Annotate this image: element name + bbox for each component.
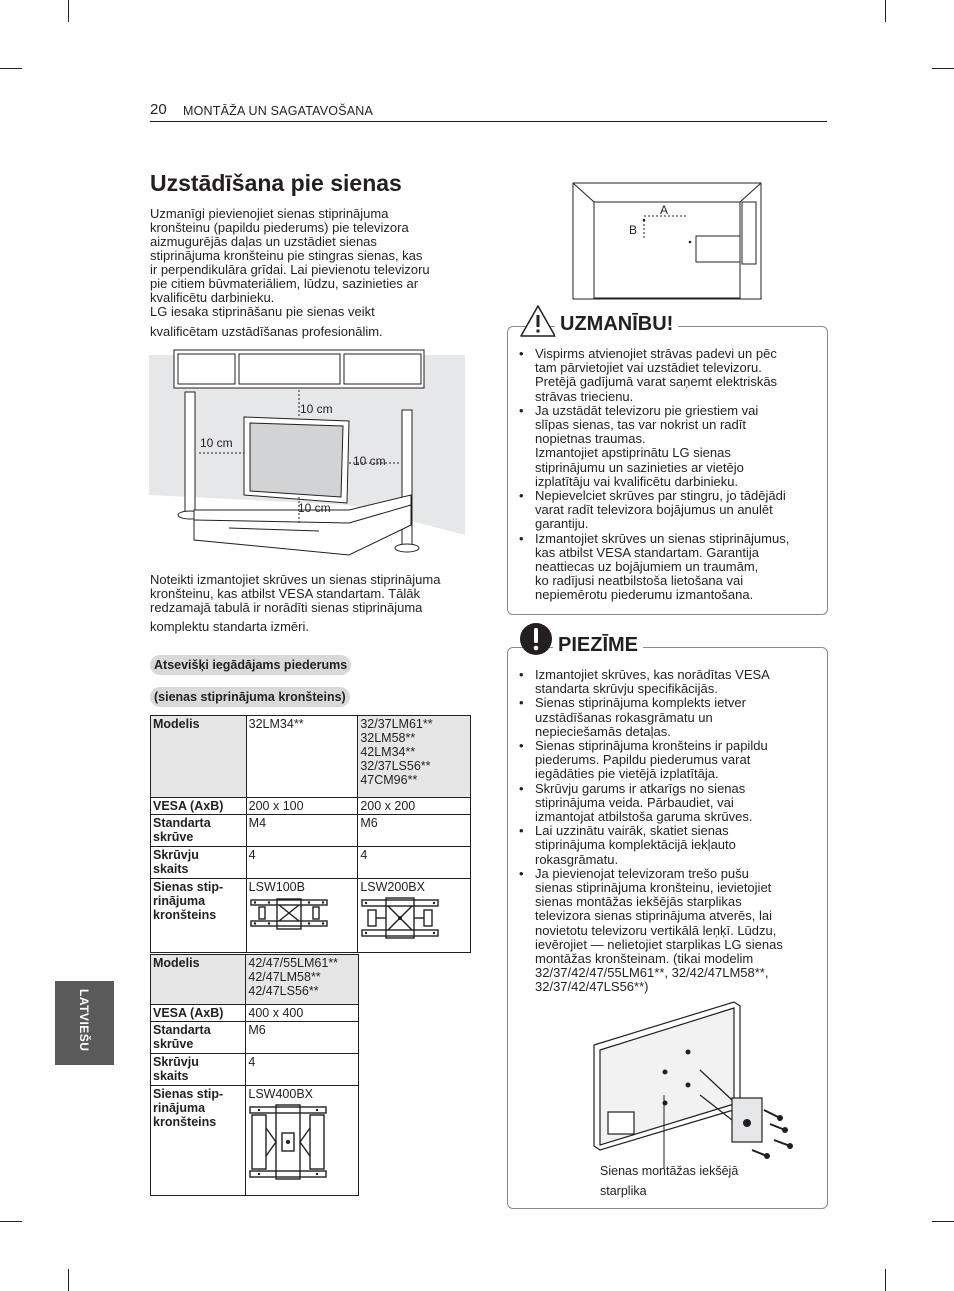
language-tab-label: LATVIEŠU (77, 989, 91, 1052)
dimension-b-label: B (629, 223, 638, 237)
table-cell: 4 (246, 847, 358, 879)
table-row (151, 879, 471, 953)
table-cell: M4 (246, 815, 358, 847)
tv-spacer-illustration (592, 1000, 802, 1168)
table-cell: 400 x 400 (246, 1005, 359, 1022)
accessory-sublabel: (sienas stiprinājuma kronšteins) (150, 687, 350, 707)
crop-mark (68, 0, 69, 22)
list-item: • Lai uzzinātu vairāk, skatiet sienas stiprinājuma komplektācijā iekļauto rokasgrāmatu. (514, 824, 822, 867)
clearance-bottom-label: 10 cm (298, 501, 331, 515)
intro-paragraph: Uzmanīgi pievienojiet sienas stiprinājuma kronšteinu (papildu piederums) pie televizora aizmugurējās daļas un uzstādiet sienas stiprinājuma kronšteinu pie stingras sienas, kas ir perpendikulāra grīdai. Lai pievienotu televizoru pie citiem būvmateriāliem, lūdzu, sazinieties ar kvalificētu darbinieku. LG iesaka stiprināšanu pie sienas veikt (150, 206, 430, 319)
clearance-top-label: 10 cm (300, 402, 333, 416)
intro-paragraph-end: kvalificētam uzstādīšanas profesionālim. (150, 324, 383, 339)
bracket-model: LSW200BX (360, 880, 425, 894)
spec-table-2 (150, 954, 359, 1196)
bracket-lsw100b-icon (249, 897, 329, 931)
language-tab (55, 981, 114, 1065)
row-label: VESA (AxB) (151, 1005, 246, 1022)
bracket-lsw200bx-icon (360, 896, 440, 940)
vesa-paragraph: Noteikti izmantojiet skrūves un sienas stiprinājuma kronšteinu, kas atbilst VESA standartam. Tālāk redzamajā tabulā ir norādīti sienas stiprinājuma (150, 572, 441, 615)
row-label: Modelis (151, 955, 246, 1005)
table-cell: 42/47/55LM61** 42/47LM58** 42/47LS56** (246, 955, 359, 1005)
table-cell: 200 x 100 (246, 798, 358, 815)
warning-triangle-icon (519, 304, 557, 338)
crop-mark (0, 1221, 22, 1222)
clearance-left-label: 10 cm (200, 436, 233, 450)
row-label: Sienas stip- rinājuma kronšteins (151, 1086, 246, 1196)
table-row (151, 815, 471, 847)
spacer-caption: Sienas montāžas iekšējā starplika (600, 1164, 739, 1198)
crop-mark (0, 68, 22, 69)
table-cell (246, 879, 358, 953)
table-cell: 32/37LM61** 32LM58** 42LM34** 32/37LS56** 47CM96** (358, 716, 471, 798)
table-row (151, 1005, 359, 1022)
bracket-model: LSW400BX (248, 1087, 314, 1101)
row-label: Modelis (151, 716, 247, 798)
row-label: Skrūvju skaits (151, 847, 247, 879)
crop-mark (932, 68, 954, 69)
table-row (151, 1022, 359, 1054)
list-item: • Ja pievienojat televizoram trešo pušu sienas stiprinājuma kronšteinu, ievietojiet sienas montāžas iekšējās starplikas televizora sienas stiprinājuma atverēs, lai novietotu televizoru vertikālā leņķī. Lūdzu, ievērojiet — nelietojiet starplikas LG sienas montāžas kronšteinam. (tikai modelim 32/37/42/47/55LM61**, 32/42/47LM58**, 32/37/42/47LS56**) (514, 867, 822, 995)
row-label: Sienas stip- rinājuma kronšteins (151, 879, 247, 953)
crop-mark (885, 1269, 886, 1291)
list-item: • Nepievelciet skrūves par stingru, jo tādējādi varat radīt televizora bojājumus un anulēt garantiju. (514, 489, 822, 532)
caution-list (514, 347, 822, 603)
note-list (514, 668, 822, 995)
vesa-dimension-diagram (572, 182, 764, 302)
spec-table-1 (150, 715, 471, 953)
list-item: • Izmantojiet skrūves un sienas stiprinājumus, kas atbilst VESA standartam. Garantija neattiecas uz bojājumiem un traumām, ko radījusi neatbilstoša lietošana vai nepiemērotu piederumu izmantošana. (514, 532, 822, 603)
table-cell: 200 x 200 (358, 798, 471, 815)
crop-mark (932, 1221, 954, 1222)
bracket-lsw400bx-icon (248, 1103, 328, 1181)
crop-mark (885, 0, 886, 22)
section-header: MONTĀŽA UN SAGATAVOŠANA (183, 104, 374, 118)
table-cell: M6 (358, 815, 471, 847)
table-cell: 4 (358, 847, 471, 879)
list-item: • Vispirms atvienojiet strāvas padevi un pēc tam pārvietojiet vai uzstādiet televizoru. Pretējā gadījumā varat saņemt elektriskās strāvas triecienu. (514, 347, 822, 404)
list-item: • Sienas stiprinājuma kronšteins ir papildu piederums. Papildu piederumus varat iegādāties pie vietējā izplatītāja. (514, 739, 822, 782)
table-row (151, 1054, 359, 1086)
list-item: • Ja uzstādāt televizoru pie griestiem vai slīpas sienas, tas var nokrist un radīt nopietnas traumas. Izmantojiet apstiprinātu LG sienas stiprinājumu un sazinieties ar vietējo izplatītāju vai kvalificētu darbinieku. (514, 404, 822, 489)
table-row (151, 847, 471, 879)
dimension-a-label: A (660, 203, 669, 217)
page-number: 20 (150, 101, 167, 118)
wall-clearance-illustration (149, 345, 465, 560)
header-rule (150, 121, 827, 122)
table-row (151, 1086, 359, 1196)
row-label: Standarta skrūve (151, 815, 247, 847)
row-label: VESA (AxB) (151, 798, 247, 815)
crop-mark (68, 1269, 69, 1291)
list-item: • Skrūvju garums ir atkarīgs no sienas stiprinājuma veida. Pārbaudiet, vai izmantojat atbilstoša garuma skrūves. (514, 782, 822, 825)
row-label: Standarta skrūve (151, 1022, 246, 1054)
page-title: Uzstādīšana pie sienas (150, 170, 402, 196)
table-row (151, 716, 471, 798)
table-row (151, 955, 359, 1005)
table-cell: M6 (246, 1022, 359, 1054)
bracket-model: LSW100B (248, 880, 305, 894)
accessory-label: Atsevišķi iegādājams piederums (150, 655, 351, 675)
list-item: • Sienas stiprinājuma komplekts ietver uzstādīšanas rokasgrāmatu un nepieciešamās detaļas. (514, 696, 822, 739)
clearance-right-label: 10 cm (353, 454, 386, 468)
table-row (151, 798, 471, 815)
table-cell (246, 1086, 359, 1196)
caution-title: UZMANĪBU! (555, 313, 678, 336)
note-title: PIEZĪME (553, 634, 643, 657)
vesa-paragraph-end: komplektu standarta izmēri. (150, 619, 309, 634)
row-label: Skrūvju skaits (151, 1054, 246, 1086)
exclamation-circle-icon (519, 622, 553, 656)
table-cell: 32LM34** (246, 716, 358, 798)
table-cell: 4 (246, 1054, 359, 1086)
table-cell (358, 879, 471, 953)
list-item: • Izmantojiet skrūves, kas norādītas VESA standarta skrūvju specifikācijās. (514, 668, 822, 696)
